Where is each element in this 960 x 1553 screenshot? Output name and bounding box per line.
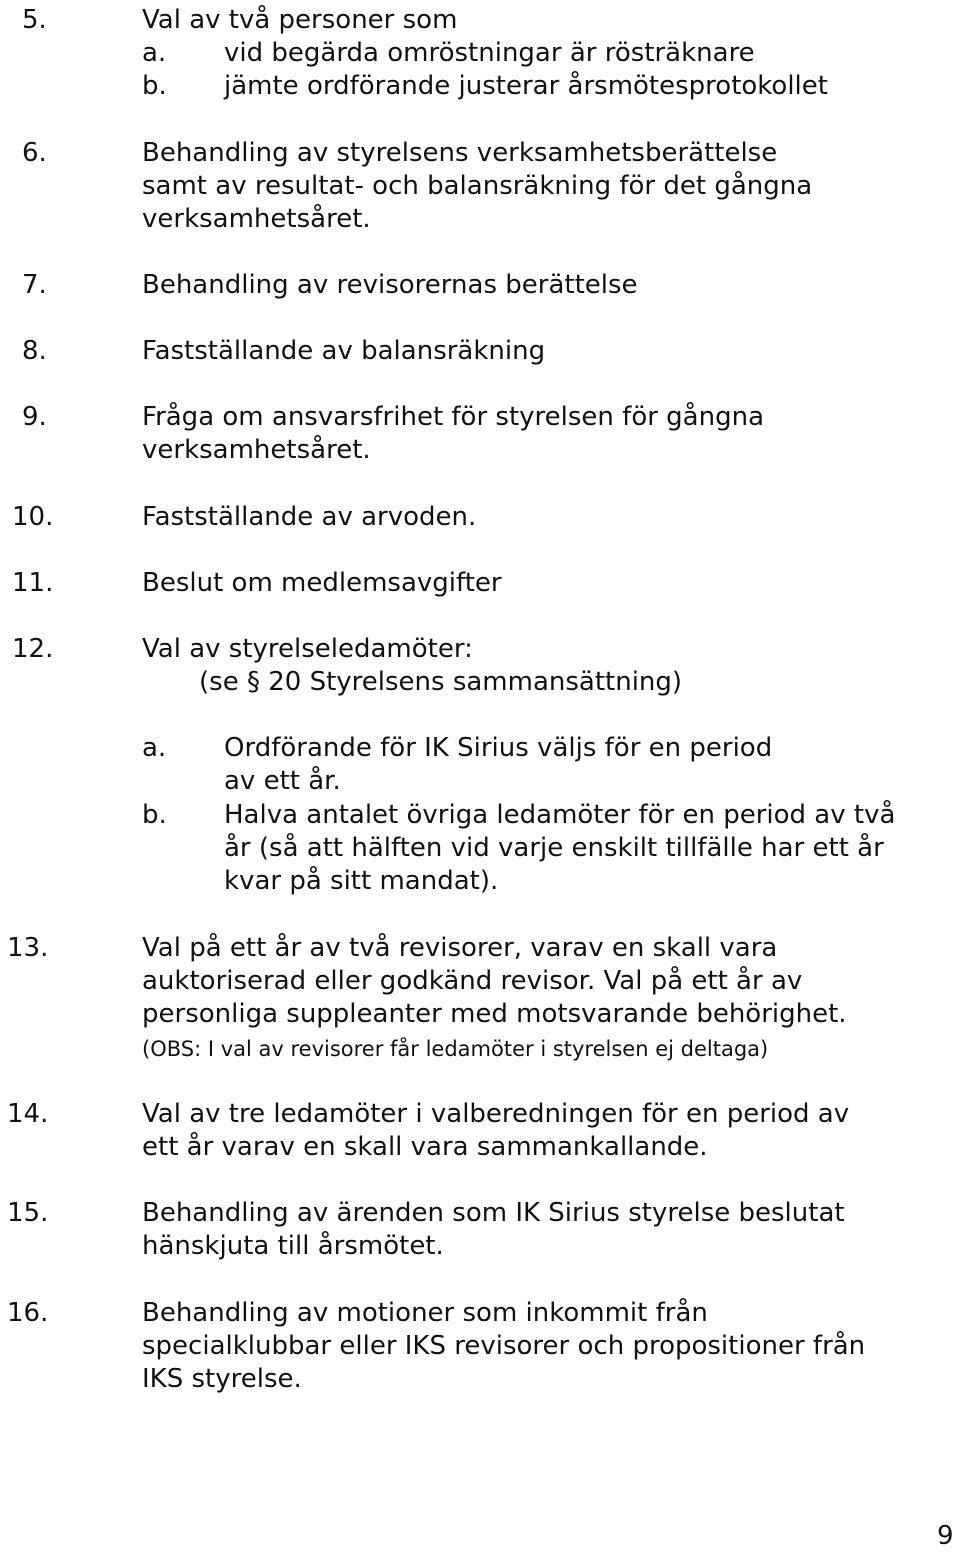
- subitem-label: a.: [142, 38, 167, 68]
- item-number: 11.: [12, 568, 54, 598]
- item-text: Fråga om ansvarsfrihet för styrelsen för gångna: [142, 402, 765, 432]
- item-text: Val av två personer som: [142, 5, 458, 35]
- item-number: 6.: [22, 138, 47, 168]
- item-text: specialklubbar eller IKS revisorer och propositioner från: [142, 1331, 866, 1361]
- subitem-text: Halva antalet övriga ledamöter för en period av två: [224, 800, 896, 830]
- item-text: ett år varav en skall vara sammankallande.: [142, 1132, 708, 1162]
- item-text: verksamhetsåret.: [142, 204, 371, 234]
- item-text: Val av styrelseledamöter:: [142, 634, 473, 664]
- item-text: IKS styrelse.: [142, 1364, 302, 1394]
- item-text: Beslut om medlemsavgifter: [142, 568, 502, 598]
- item-remark: (OBS: I val av revisorer får ledamöter i styrelsen ej deltaga): [142, 1037, 769, 1061]
- item-number: 10.: [12, 502, 54, 532]
- subitem-text: kvar på sitt mandat).: [224, 866, 499, 896]
- subitem-text: av ett år.: [224, 766, 341, 796]
- item-number: 12.: [12, 634, 54, 664]
- item-number: 13.: [7, 933, 49, 963]
- subitem-label: b.: [142, 800, 167, 830]
- item-number: 14.: [7, 1099, 49, 1129]
- subitem-label: a.: [142, 733, 167, 763]
- page-number: 9: [937, 1521, 954, 1551]
- item-text: auktoriserad eller godkänd revisor. Val på ett år av: [142, 966, 803, 996]
- item-number: 15.: [7, 1198, 49, 1228]
- subitem-text: vid begärda omröstningar är rösträknare: [224, 38, 755, 68]
- subitem-label: b.: [142, 71, 167, 101]
- item-number: 16.: [7, 1298, 49, 1328]
- item-number: 8.: [22, 336, 47, 366]
- item-text: Behandling av motioner som inkommit från: [142, 1298, 708, 1328]
- item-number: 5.: [22, 5, 47, 35]
- item-text: Behandling av styrelsens verksamhetsberättelse: [142, 138, 778, 168]
- item-text: Fastställande av arvoden.: [142, 502, 477, 532]
- item-text: Fastställande av balansräkning: [142, 336, 546, 366]
- item-text: verksamhetsåret.: [142, 435, 371, 465]
- item-text: Behandling av ärenden som IK Sirius styrelse beslutat: [142, 1198, 845, 1228]
- item-text: Behandling av revisorernas berättelse: [142, 270, 638, 300]
- item-text: Val på ett år av två revisorer, varav en skall vara: [142, 933, 778, 963]
- subitem-text: år (så att hälften vid varje enskilt tillfälle har ett år: [224, 833, 884, 863]
- item-text: hänskjuta till årsmötet.: [142, 1231, 444, 1261]
- subitem-text: Ordförande för IK Sirius väljs för en period: [224, 733, 773, 763]
- item-text: samt av resultat- och balansräkning för det gångna: [142, 171, 813, 201]
- item-text: Val av tre ledamöter i valberedningen för en period av: [142, 1099, 850, 1129]
- item-number: 9.: [22, 402, 47, 432]
- item-number: 7.: [22, 270, 47, 300]
- item-note: (se § 20 Styrelsens sammansättning): [199, 667, 683, 697]
- item-text: personliga suppleanter med motsvarande behörighet.: [142, 999, 847, 1029]
- subitem-text: jämte ordförande justerar årsmötesprotokollet: [224, 71, 828, 101]
